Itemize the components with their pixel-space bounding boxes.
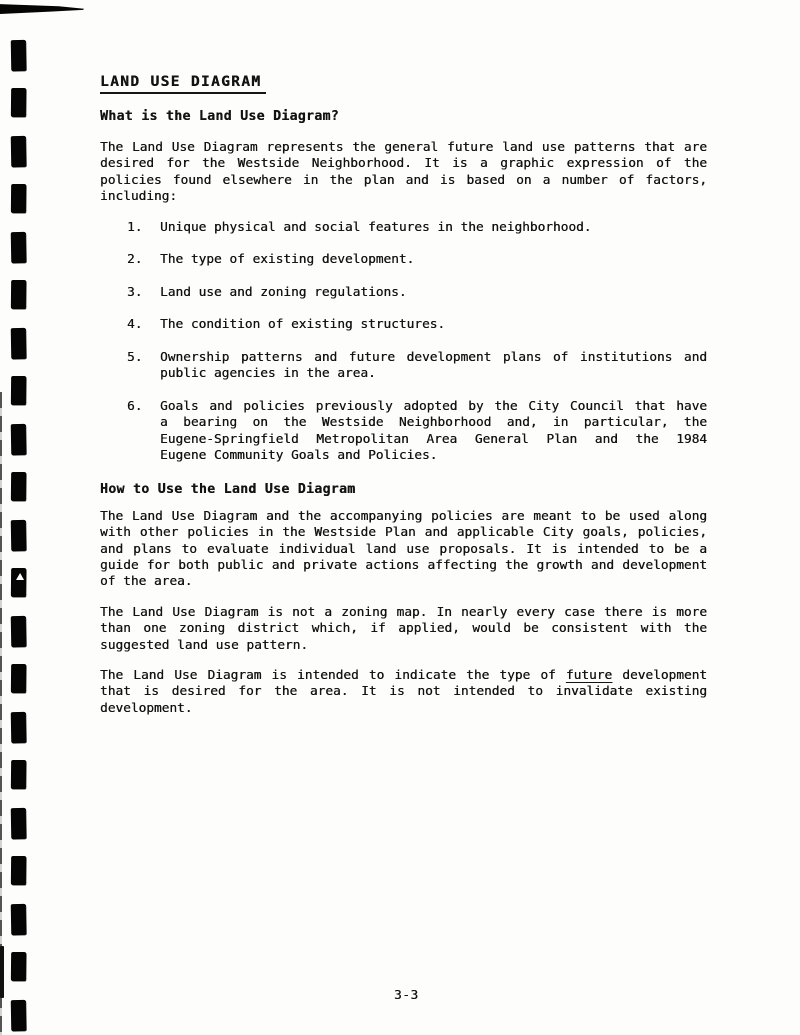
text-line: The Land Use Diagram and the accompanying policies are meant to be used along: [100, 508, 707, 524]
text-line: guide for both public and private actions affecting the growth and development: [100, 558, 707, 574]
text-line: The Land Use Diagram represents the general future land use patterns that are: [100, 140, 707, 155]
binding-hole: [11, 616, 27, 647]
binding-hole: [11, 280, 26, 309]
text-line: The Land Use Diagram is intended to indicate the type of future development: [100, 668, 708, 684]
binding-hole: [11, 760, 26, 789]
binding-hole: [11, 568, 26, 597]
list-item-number: 4.: [127, 317, 143, 333]
text-line: a bearing on the Westside Neighborhood and, in particular, the: [160, 415, 707, 431]
section-heading-what-is: What is the Land Use Diagram?: [100, 109, 339, 124]
binding-hole: [11, 472, 26, 501]
paragraph: [100, 140, 707, 206]
text-line: suggested land use pattern.: [100, 637, 309, 653]
list-item: [100, 350, 707, 383]
numbered-list: [100, 220, 707, 465]
text-line: Goals and policies previously adopted by the City Council that have: [160, 399, 707, 414]
text-line: Unique physical and social features in the neighborhood.: [160, 219, 592, 235]
text-line: The condition of existing structures.: [160, 317, 446, 333]
binding-holes: [0, 0, 40, 1035]
section-content-what-is: [100, 140, 707, 465]
list-item-text: [160, 252, 707, 268]
binding-hole: [11, 952, 26, 981]
document-title: LAND USE DIAGRAM: [100, 74, 266, 94]
list-item-text: [160, 220, 707, 236]
text-line: and plans to evaluate individual land use proposals. It is intended to be a: [100, 541, 707, 557]
document-body: [100, 74, 707, 731]
text-line: than one zoning district which, if applied, would be consistent with the: [100, 621, 707, 637]
binding-hole: [11, 376, 26, 405]
binding-hole: [11, 808, 27, 839]
binding-hole: [11, 1000, 27, 1031]
binding-hole: [11, 856, 26, 885]
binding-hole: [11, 40, 27, 71]
binding-hole: [11, 88, 26, 117]
list-item: [100, 399, 707, 465]
binding-hole: [11, 520, 27, 551]
list-item-number: 3.: [127, 284, 143, 300]
list-item: [100, 317, 707, 333]
text-line: Eugene Community Goals and Policies.: [160, 448, 438, 464]
text-line: Land use and zoning regulations.: [160, 284, 407, 300]
binding-hole: [11, 664, 26, 693]
binding-hole: [11, 184, 26, 213]
text-line: of the area.: [100, 574, 193, 590]
text-line: development.: [100, 700, 193, 716]
text-line: with other policies in the Westside Plan and applicable City goals, policies,: [100, 525, 707, 541]
binding-hole-notch: [16, 573, 24, 580]
list-item-text: [160, 350, 707, 383]
list-item-text: [160, 399, 707, 465]
text-line: including:: [100, 189, 178, 205]
text-line: public agencies in the area.: [160, 366, 376, 382]
binding-hole: [11, 328, 27, 359]
list-item: [100, 220, 707, 236]
list-item-number: 6.: [127, 399, 143, 414]
paragraph: [100, 668, 707, 717]
text-line: The type of existing development.: [160, 252, 415, 268]
binding-hole: [11, 712, 27, 743]
binding-hole: [11, 424, 27, 455]
text-line: Ownership patterns and future development plans of institutions and: [160, 350, 707, 365]
binding-hole: [11, 136, 27, 167]
page-number: 3-3: [394, 988, 419, 1003]
binding-hole: [11, 232, 27, 263]
text-line: policies found elsewhere in the plan and is based on a number of factors,: [100, 172, 707, 188]
section-content-how-to-use: [100, 509, 707, 717]
list-item: [100, 285, 707, 301]
text-line: Eugene-Springfield Metropolitan Area General Plan and the 1984: [160, 431, 707, 447]
list-item-number: 1.: [127, 219, 143, 235]
paragraph: [100, 605, 707, 654]
section-heading-how-to-use: How to Use the Land Use Diagram: [100, 481, 356, 497]
list-item-number: 5.: [127, 350, 143, 365]
paragraph: [100, 509, 707, 591]
text-line: desired for the Westside Neighborhood. It is a graphic expression of the: [100, 156, 707, 172]
list-item-text: [160, 285, 707, 301]
underlined-word: future: [565, 668, 613, 684]
text-line: that is desired for the area. It is not intended to invalidate existing: [100, 684, 707, 700]
binding-hole: [11, 904, 27, 935]
list-item-text: [160, 317, 707, 333]
text-line: The Land Use Diagram is not a zoning map. In nearly every case there is more: [100, 604, 707, 620]
list-item-number: 2.: [127, 252, 143, 268]
list-item: [100, 252, 707, 268]
